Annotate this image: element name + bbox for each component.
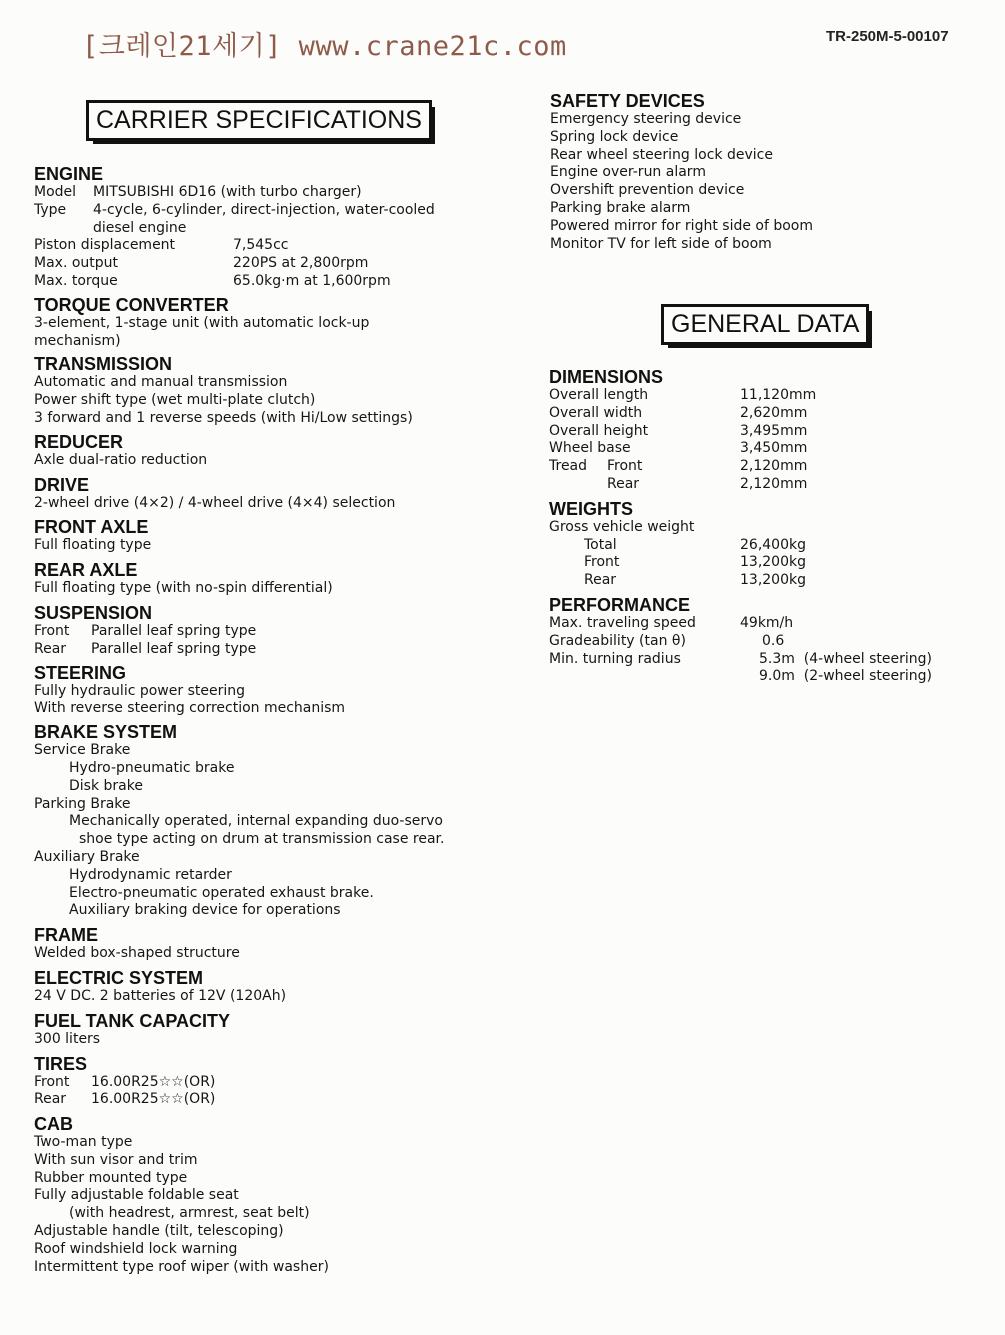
section-heading: CAB [34,1114,73,1135]
engine-section [34,164,494,291]
spec-line: Rubber mounted type [34,1169,188,1186]
spec-value: 0.6 [762,632,785,649]
spec-label: Overall height [549,422,649,439]
spec-line: Disk brake [69,777,143,794]
spec-value: 2,620mm [740,404,808,421]
spec-label: Gradeability (tan θ) [549,632,686,649]
spec-row [34,220,494,238]
steering-section [34,663,494,719]
spec-label: Front [584,554,620,571]
spec-row [34,202,494,220]
dimensions-section [549,367,979,494]
section-heading: REDUCER [34,431,124,452]
spec-line: Two-man type [34,1134,133,1151]
spec-line: Fully adjustable foldable seat [34,1187,239,1204]
spec-row [549,405,979,423]
spec-line: Hydro-pneumatic brake [69,759,235,776]
section-heading: REAR AXLE [34,560,138,581]
spec-value: diesel engine [93,219,187,236]
section-heading: WEIGHTS [549,498,633,519]
section-heading: DIMENSIONS [549,367,664,387]
spec-label: Max. traveling speed [549,614,696,631]
spec-value: 11,120mm [740,387,817,403]
spec-value: 2,120mm [740,458,808,475]
general-data-column [549,367,979,686]
spec-label: Rear [584,572,617,589]
spec-line: With sun visor and trim [34,1151,198,1168]
spec-line: Parking brake alarm [550,199,691,216]
spec-label: Front [607,458,643,475]
spec-value: 13,200kg [740,554,806,571]
spec-value: Parallel leaf spring type [91,622,257,639]
spec-label: Piston displacement [34,237,176,254]
electric-system-section [34,968,494,1006]
spec-line: Gross vehicle weight [549,518,695,535]
spec-line: Power shift type (wet multi-plate clutch) [34,392,316,409]
section-heading: TIRES [34,1053,88,1074]
section-heading: ENGINE [34,164,104,184]
spec-line: Engine over-run alarm [550,164,706,181]
spec-value: 220PS at 2,800rpm [233,255,369,272]
spec-label: Rear [607,475,640,492]
torque-converter-section [34,295,494,351]
spec-label: Type [34,201,67,218]
spec-row [34,273,494,291]
front-axle-section [34,517,494,555]
spec-line: Mechanically operated, internal expanding duo-servo [69,813,443,830]
spec-line: 3 forward and 1 reverse speeds (with Hi/Low settings) [34,409,413,426]
spec-label: Max. output [34,255,119,272]
carrier-specifications-column [34,164,494,1276]
site-watermark: [크레인21세기] www.crane21c.com [82,31,567,62]
spec-value: 16.00R25☆☆(OR) [91,1073,216,1090]
spec-label: Overall length [549,387,649,403]
spec-value: 5.3m (4-wheel steering) [759,650,932,667]
spec-line: shoe type acting on drum at transmission case rear. [79,831,445,848]
spec-line: Adjustable handle (tilt, telescoping) [34,1223,284,1240]
spec-row [34,641,494,659]
general-data-title: GENERAL DATA [661,304,869,345]
spec-row [549,633,979,651]
spec-row [549,458,979,476]
section-heading: BRAKE SYSTEM [34,722,178,743]
spec-value: 3,495mm [740,422,808,439]
spec-value: 3,450mm [740,440,808,457]
spec-line: Axle dual-ratio reduction [34,451,208,468]
spec-line: Fully hydraulic power steering [34,682,245,699]
spec-row [34,1091,494,1109]
spec-line: Emergency steering device [550,111,742,127]
spec-line: Electro-pneumatic operated exhaust brake. [69,884,374,901]
spec-label: Min. turning radius [549,650,681,667]
document-number: TR-250M-5-00107 [826,28,949,45]
spec-value: 26,400kg [740,536,806,553]
spec-row [549,537,979,555]
spec-line: Overshift prevention device [550,182,745,199]
spec-line: Auxiliary braking device for operations [69,902,341,919]
spec-row [549,668,979,686]
tires-section [34,1054,494,1110]
spec-value: 7,545cc [233,237,289,254]
brake-sublabel: Parking Brake [34,795,131,812]
section-heading: FRAME [34,925,98,946]
spec-row [549,572,979,590]
spec-value: 16.00R25☆☆(OR) [91,1091,216,1108]
section-heading: FUEL TANK CAPACITY [34,1010,230,1031]
section-heading: TRANSMISSION [34,354,173,375]
spec-value: 65.0kg·m at 1,600rpm [233,272,391,289]
section-heading: ELECTRIC SYSTEM [34,967,204,988]
spec-line: Full floating type (with no-spin differential) [34,580,333,597]
spec-row [34,623,494,641]
section-heading: SUSPENSION [34,602,153,623]
cab-section [34,1114,494,1276]
brake-system-section [34,722,494,920]
spec-label: Rear [34,640,67,657]
spec-value: MITSUBISHI 6D16 (with turbo charger) [93,184,362,200]
spec-line: Welded box-shaped structure [34,945,240,962]
brake-sublabel: Service Brake [34,742,131,759]
spec-row [549,651,979,669]
brake-sublabel: Auxiliary Brake [34,848,140,865]
spec-label: Overall width [549,404,643,421]
spec-line: mechanism) [34,332,121,349]
spec-row [549,387,979,405]
spec-label: Max. torque [34,272,118,289]
frame-section [34,925,494,963]
suspension-section [34,603,494,659]
spec-line: Monitor TV for left side of boom [550,235,772,252]
section-heading: TORQUE CONVERTER [34,294,229,315]
spec-value: 13,200kg [740,572,806,589]
spec-label: Wheel base [549,440,631,457]
spec-label: Tread [549,458,588,475]
spec-line: Hydrodynamic retarder [69,866,232,883]
spec-line: 300 liters [34,1030,101,1047]
section-heading: DRIVE [34,474,90,495]
reducer-section [34,432,494,470]
spec-line: Intermittent type roof wiper (with washer) [34,1258,329,1275]
spec-line: With reverse steering correction mechanism [34,700,346,717]
safety-devices-section [550,91,970,253]
spec-line: 24 V DC. 2 batteries of 12V (120Ah) [34,987,287,1004]
spec-row [549,615,979,633]
spec-row [549,423,979,441]
spec-line: (with headrest, armrest, seat belt) [69,1205,310,1222]
carrier-specifications-title: CARRIER SPECIFICATIONS [86,100,432,141]
spec-row [549,554,979,572]
rear-axle-section [34,560,494,598]
transmission-section [34,354,494,427]
spec-label: Total [584,536,617,553]
spec-row [34,184,494,202]
section-heading: FRONT AXLE [34,517,149,538]
spec-line: 2-wheel drive (4×2) / 4-wheel drive (4×4) selection [34,494,396,511]
section-heading: SAFETY DEVICES [550,91,705,111]
spec-line: Spring lock device [550,128,679,145]
section-heading: STEERING [34,662,127,683]
spec-value: Parallel leaf spring type [91,640,257,657]
fuel-tank-section [34,1011,494,1049]
spec-value: 49km/h [740,614,794,631]
section-heading: PERFORMANCE [549,594,691,615]
spec-line: Automatic and manual transmission [34,374,288,391]
spec-value: 2,120mm [740,475,808,492]
spec-line: Roof windshield lock warning [34,1240,238,1257]
performance-section [549,595,979,686]
spec-row [34,237,494,255]
spec-row [549,476,979,494]
spec-label: Rear [34,1091,67,1108]
spec-value: 9.0m (2-wheel steering) [759,668,932,685]
spec-line: Powered mirror for right side of boom [550,217,814,234]
weights-section [549,499,979,590]
spec-row [549,440,979,458]
spec-row [34,255,494,273]
spec-value: 4-cycle, 6-cylinder, direct-injection, water-cooled [93,201,435,218]
spec-row [34,1074,494,1092]
spec-line: Rear wheel steering lock device [550,146,773,163]
spec-label: Front [34,622,70,639]
spec-line: Full floating type [34,537,152,554]
drive-section [34,475,494,513]
spec-line: 3-element, 1-stage unit (with automatic lock-up [34,314,370,331]
spec-label: Model [34,184,77,200]
spec-label: Front [34,1073,70,1090]
